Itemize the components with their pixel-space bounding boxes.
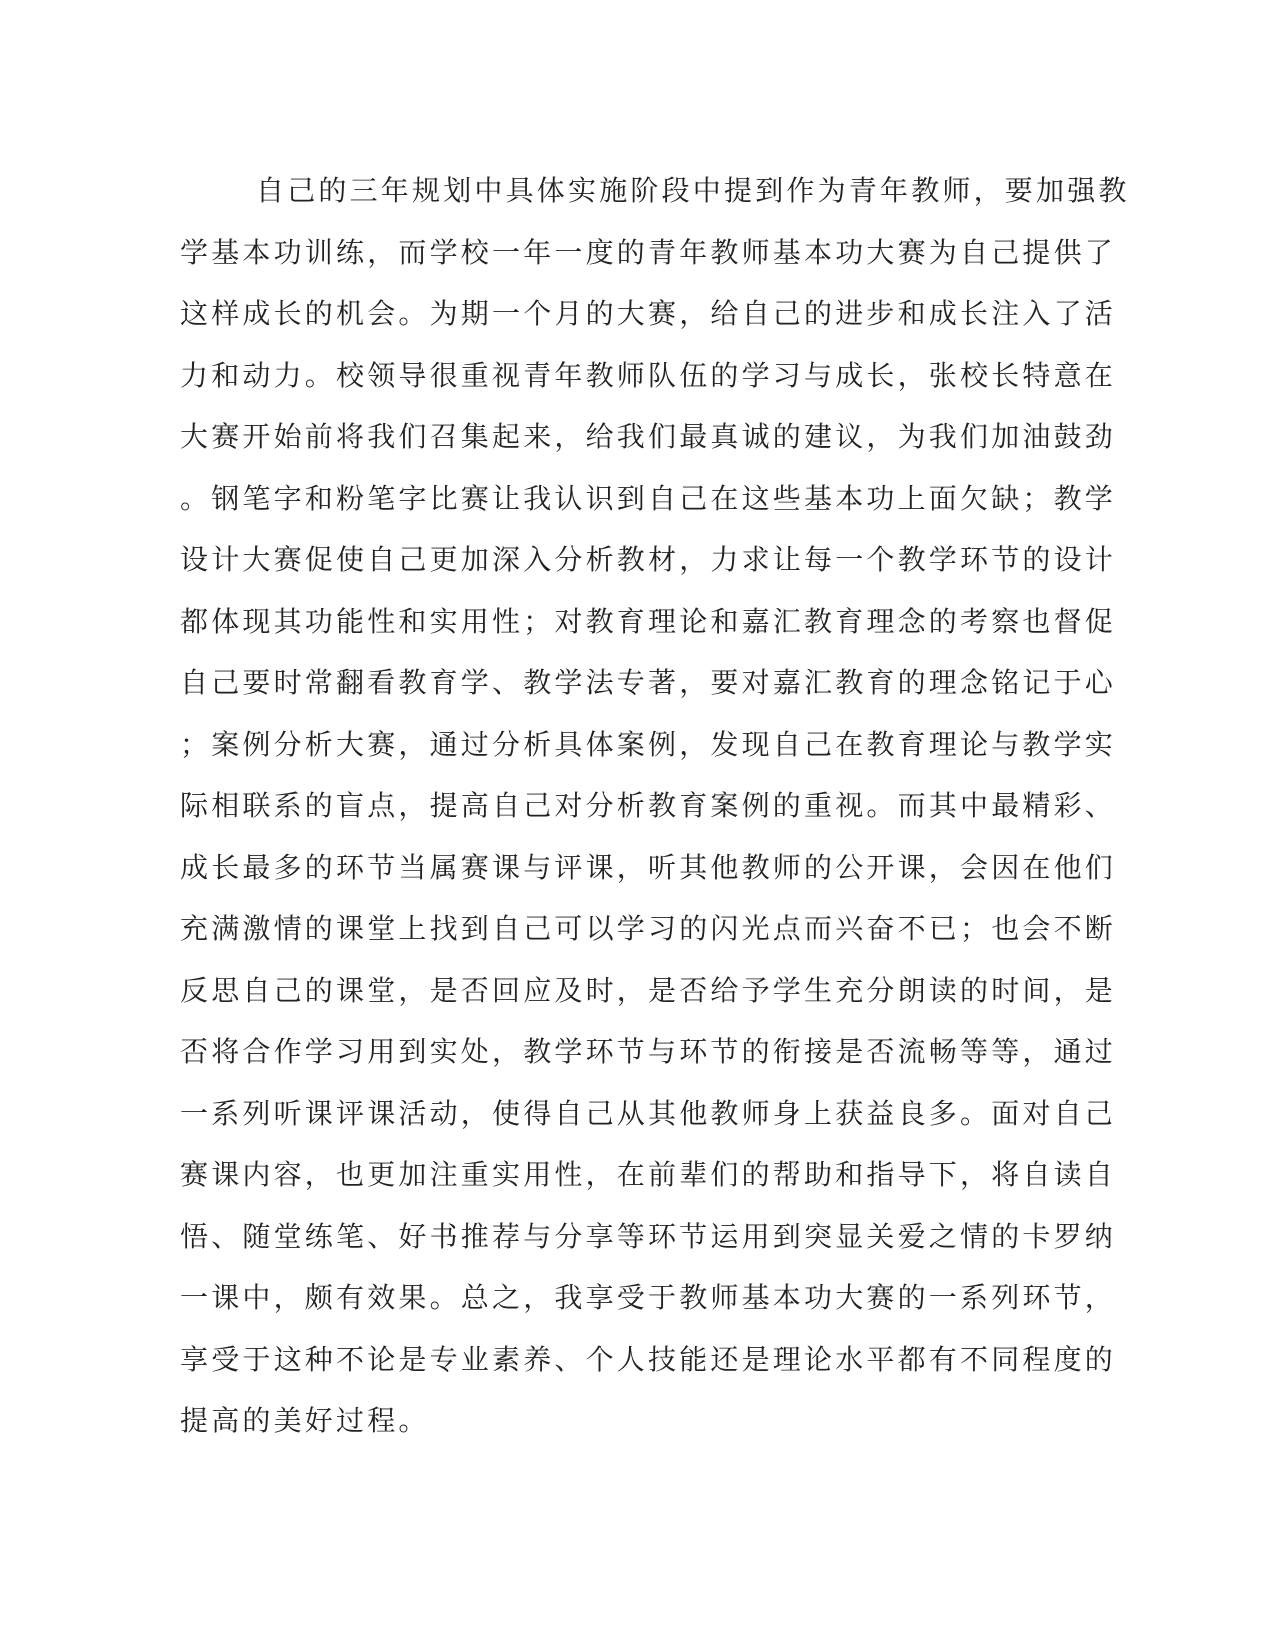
paragraph-line: 际相联系的盲点，提高自己对分析教育案例的重视。而其中最精彩、 [180, 789, 1117, 822]
paragraph-line: 自己的三年规划中具体实施阶段中提到作为青年教师，要加强教 [256, 174, 1130, 207]
paragraph-line: 自己要时常翻看教育学、教学法专著，要对嘉汇教育的理念铭记于心 [180, 666, 1117, 699]
paragraph-line: 力和动力。校领导很重视青年教师队伍的学习与成长，张校长特意在 [180, 358, 1117, 392]
paragraph-line: 充满激情的课堂上找到自己可以学习的闪光点而兴奋不已；也会不断 [180, 912, 1117, 945]
paragraph-line: 都体现其功能性和实用性；对教育理论和嘉汇教育理念的考察也督促 [180, 604, 1117, 638]
paragraph-line: 设计大赛促使自己更加深入分析教材，力求让每一个教学环节的设计 [180, 543, 1117, 576]
paragraph-line: 大赛开始前将我们召集起来，给我们最真诚的建议，为我们加油鼓劲 [180, 420, 1117, 453]
paragraph-line: 享受于这种不论是专业素养、个人技能还是理论水平都有不同程度的 [180, 1342, 1117, 1376]
paragraph-line: 反思自己的课堂，是否回应及时，是否给予学生充分朗读的时间，是 [180, 973, 1117, 1007]
paragraph-line: 这样成长的机会。为期一个月的大赛，给自己的进步和成长注入了活 [180, 297, 1117, 330]
paragraph-line: 一系列听课评课活动，使得自己从其他教师身上获益良多。面对自己 [180, 1096, 1117, 1130]
paragraph-line: 悟、随堂练笔、好书推荐与分享等环节运用到突显关爱之情的卡罗纳 [180, 1219, 1117, 1253]
paragraph-line: 成长最多的环节当属赛课与评课，听其他教师的公开课，会因在他们 [180, 850, 1117, 884]
body-paragraph [180, 160, 1130, 1452]
paragraph-line: 学基本功训练，而学校一年一度的青年教师基本功大赛为自己提供了 [180, 235, 1117, 269]
paragraph-line: 赛课内容，也更加注重实用性，在前辈们的帮助和指导下，将自读自 [180, 1158, 1117, 1191]
paragraph-line: ；案例分析大赛，通过分析具体案例，发现自己在教育理论与教学实 [180, 727, 1117, 761]
paragraph-line: 提高的美好过程。 [180, 1404, 430, 1437]
paragraph-line: 一课中，颇有效果。总之，我享受于教师基本功大赛的一系列环节， [180, 1281, 1117, 1314]
paragraph-line: 否将合作学习用到实处，教学环节与环节的衔接是否流畅等等，通过 [180, 1035, 1117, 1068]
paragraph-line: 。钢笔字和粉笔字比赛让我认识到自己在这些基本功上面欠缺；教学 [180, 481, 1117, 515]
